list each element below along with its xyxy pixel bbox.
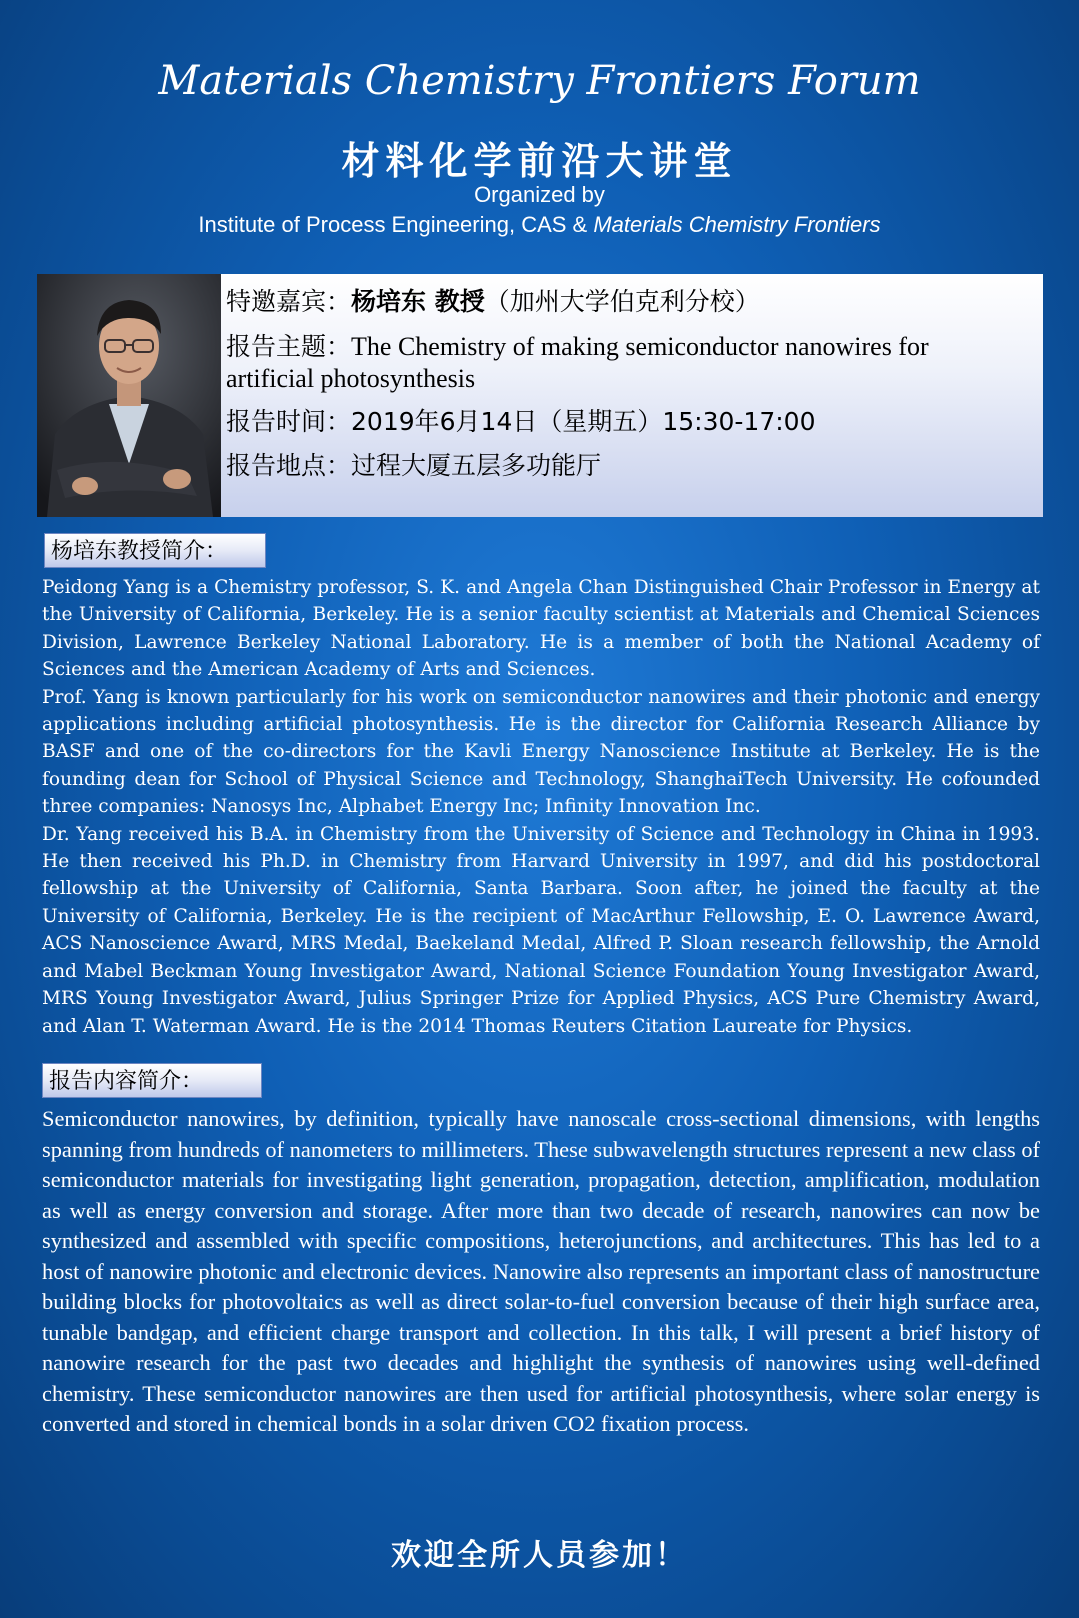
speaker-bio xyxy=(42,574,1040,1040)
time-value: 2019年6月14日（星期五）15:30-17:00 xyxy=(351,407,816,436)
time-label: 报告时间： xyxy=(226,407,352,436)
organizer-line xyxy=(0,212,1079,238)
topic-line xyxy=(226,331,929,363)
organizer-journal: Materials Chemistry Frontiers xyxy=(593,212,881,237)
bio-heading: 杨培东教授简介： xyxy=(44,533,266,568)
bio-paragraph-1: Peidong Yang is a Chemistry professor, S. K. and Angela Chan Distinguished Chair Professor in Energy at the University of California, Berkeley. He is a senior faculty scientist at Materials and Chemical Sciences Division, Lawrence Berkeley National Laboratory. He is a member of both the National Academy of Sciences and the American Academy of Arts and Sciences. xyxy=(42,577,1040,681)
place-value: 过程大厦五层多功能厅 xyxy=(351,451,602,480)
guest-affiliation: （加州大学伯克利分校） xyxy=(484,287,760,316)
welcome-message: 欢迎全所人员参加！ xyxy=(391,1538,688,1573)
bio-paragraph-3: Dr. Yang received his B.A. in Chemistry from the University of Science and Technology in China in 1993. He then received his Ph.D. in Chemistry from Harvard University in 1997, and did his postdoctoral fellowship at the University of California, Santa Barbara. Soon after, he joined the faculty at the University of California, Berkeley. He is the recipient of MacArthur Fellowship, E. O. Lawrence Award, ACS Nanoscience Award, MRS Medal, Baekeland Medal, Alfred P. Sloan research fellowship, the Arnold and Mabel Beckman Young Investigator Award, National Science Foundation Young Investigator Award, MRS Young Investigator Award, Julius Springer Prize for Applied Physics, ACS Pure Chemistry Award, and Alan T. Waterman Award. He is the 2014 Thomas Reuters Citation Laureate for Physics. xyxy=(42,823,1040,1037)
place-label: 报告地点： xyxy=(226,451,352,480)
speaker-photo xyxy=(37,274,221,517)
forum-title-en: Materials Chemistry Frontiers Forum xyxy=(158,58,921,104)
organized-by-label: Organized by xyxy=(474,182,605,207)
place-line xyxy=(226,450,601,482)
organizer-plain: Institute of Process Engineering, CAS & xyxy=(198,212,594,237)
talk-abstract: Semiconductor nanowires, by definition, typically have nanoscale cross-sectional dimensions, with lengths spanning from hundreds of nanometers to millimeters. These subwavelength structures represent a new class of semiconductor materials for investigating light generation, propagation, detection, amplification, modulation as well as energy conversion and storage. After more than two decade of research, nanowires can now be synthesized and assembled with specific compositions, heterojunctions, and architectures. This has led to a host of nanowire photonic and electronic devices. Nanowire also represents an important class of nanostructure building blocks for photovoltaics as well as direct solar-to-fuel conversion because of their high surface area, tunable bandgap, and efficient charge transport and collection. In this talk, I will present a brief history of nanowire research for the past two decades and highlight the synthesis of nanowires using well-defined chemistry. These semiconductor nanowires are then used for artificial photosynthesis, where solar energy is converted and stored in chemical bonds in a solar driven CO2 fixation process. xyxy=(42,1106,1040,1436)
forum-title-cn: 材料化学前沿大讲堂 xyxy=(341,139,738,183)
topic-line-2 xyxy=(226,363,475,395)
topic-title-line2: artificial photosynthesis xyxy=(226,364,476,393)
talk-info-box xyxy=(37,274,1043,517)
guest-line xyxy=(226,286,760,318)
speaker-portrait-icon xyxy=(37,274,221,517)
time-line xyxy=(226,406,815,438)
topic-label: 报告主题： xyxy=(226,332,352,361)
bio-paragraph-2: Prof. Yang is known particularly for his work on semiconductor nanowires and their photonic and energy applications including artificial photosynthesis. He is the director for California Research Alliance by BASF and one of the co-directors for the Kavli Energy Nanoscience Institute at Berkeley. He is the founding dean for School of Physical Science and Technology, ShanghaiTech University. He cofounded three companies: Nanosys Inc, Alphabet Energy Inc; Infinity Innovation Inc. xyxy=(42,686,1040,818)
guest-name: 杨培东 教授 xyxy=(351,287,485,316)
guest-label: 特邀嘉宾： xyxy=(226,287,352,316)
abstract-heading: 报告内容简介： xyxy=(42,1063,262,1098)
topic-title-line1: The Chemistry of making semiconductor nanowires for xyxy=(351,332,929,361)
